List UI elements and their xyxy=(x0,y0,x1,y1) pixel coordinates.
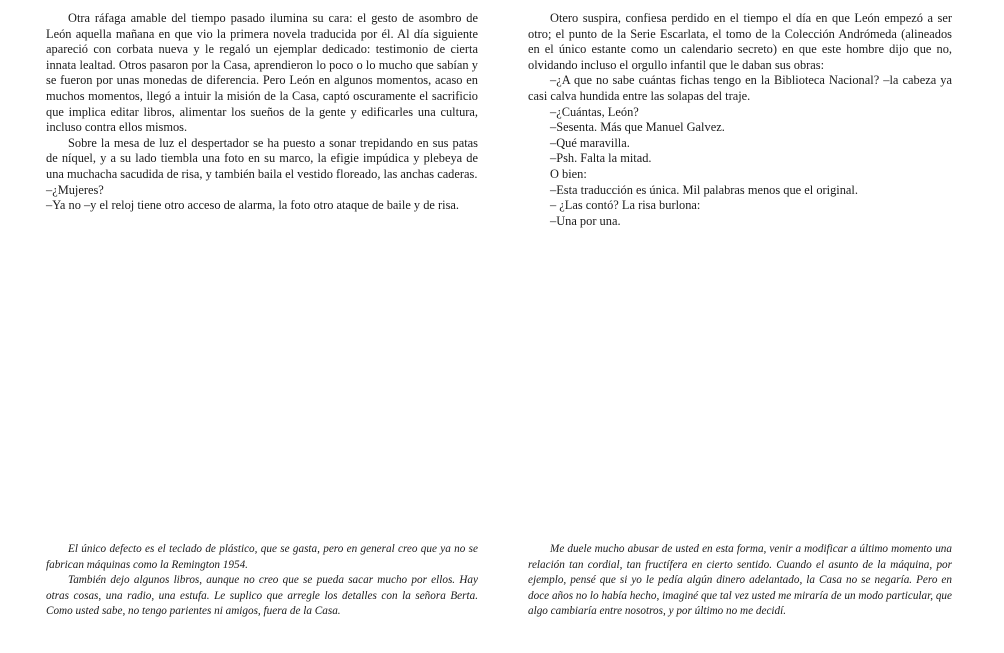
paragraph: Otero suspira, confiesa perdido en el tiempo el día en que León empezó a ser otro; el punto de la Serie Escarlata, el tomo de la Colección Andrómeda (alineados en el único estante como un calendario secreto) en que este hombre dijo que no, olvidando incluso el orgullo infantil que le daban sus obras: xyxy=(528,11,952,72)
dialogue-line: –Esta traducción es única. Mil palabras menos que el original. xyxy=(550,182,858,197)
letter-paragraph: Me duele mucho abusar de usted en esta forma, venir a modificar a último momento una relación tan cordial, tan fructífera en cierto sentido. Cuando el asunto de la máquina, por ejemplo, pensé que si yo le pedía algún dinero adelantado, la Casa no se negaría. Pero en doce años no lo había hecho, imaginé que tal vez usted me miraría de un modo particular, que algo cambiaría entre nosotros, y por último no me decidí. xyxy=(528,543,952,617)
dialogue-line: –Una por una. xyxy=(550,213,621,228)
dialogue-line: –Sesenta. Más que Manuel Galvez. xyxy=(550,120,725,135)
left-page-letter-excerpt xyxy=(46,542,478,620)
dialogue-line: –Ya no –y el reloj tiene otro acceso de alarma, la foto otro ataque de baile y de risa. xyxy=(46,198,459,213)
dialogue-line: –Psh. Falta la mitad. xyxy=(550,151,652,166)
left-page xyxy=(46,0,478,653)
dialogue-line: –¿Cuántas, León? xyxy=(550,104,639,119)
right-page-body xyxy=(528,11,952,229)
dialogue-line: –¿Mujeres? xyxy=(46,182,104,197)
paragraph: Otra ráfaga amable del tiempo pasado ilumina su cara: el gesto de asombro de León aquella mañana en que vio la primera novela traducida por él. Al día siguiente apareció con corbata nueva y le regaló un ejemplar dedicado: testimonio de cierta innata lealtad. Otros pasaron por la Casa, aprendieron lo poco o lo mucho que sabían y se fueron por unas monedas de diferencia. Pero León en algunos momentos, acaso en muchos momentos, llegó a intuir la misión de la Casa, captó oscuramente el sacrificio que implica editar libros, alimentar los sueños de la gente y edificarles una cultura, incluso contra ellos mismos. xyxy=(46,11,478,135)
right-page xyxy=(528,0,952,653)
letter-paragraph: El único defecto es el teclado de plástico, que se gasta, pero en general creo que ya no se fabrican máquinas como la Remington 1954. xyxy=(46,543,478,571)
dialogue-line: – ¿Las contó? La risa burlona: xyxy=(550,198,701,213)
dialogue-line: O bien: xyxy=(550,166,587,181)
paragraph: Sobre la mesa de luz el despertador se ha puesto a sonar trepidando en sus patas de níquel, y a su lado tiembla una foto en su marco, la efigie impúdica y plebeya de una muchacha sacudida de risa, y también baila el vestido floreado, las anchas caderas. xyxy=(46,135,478,181)
dialogue-line: –Qué maravilla. xyxy=(550,135,630,150)
left-page-body xyxy=(46,11,478,214)
right-page-letter-excerpt xyxy=(528,542,952,620)
letter-paragraph: También dejo algunos libros, aunque no creo que se pueda sacar mucho por ellos. Hay otras cosas, una radio, una estufa. Le suplico que arregle los detalles con la señora Berta. Como usted sabe, no tengo parientes ni amigos, fuera de la Casa. xyxy=(46,574,478,617)
dialogue-line: –¿A que no sabe cuántas fichas tengo en la Biblioteca Nacional? –la cabeza ya casi calva hundida entre las solapas del traje. xyxy=(528,73,952,103)
